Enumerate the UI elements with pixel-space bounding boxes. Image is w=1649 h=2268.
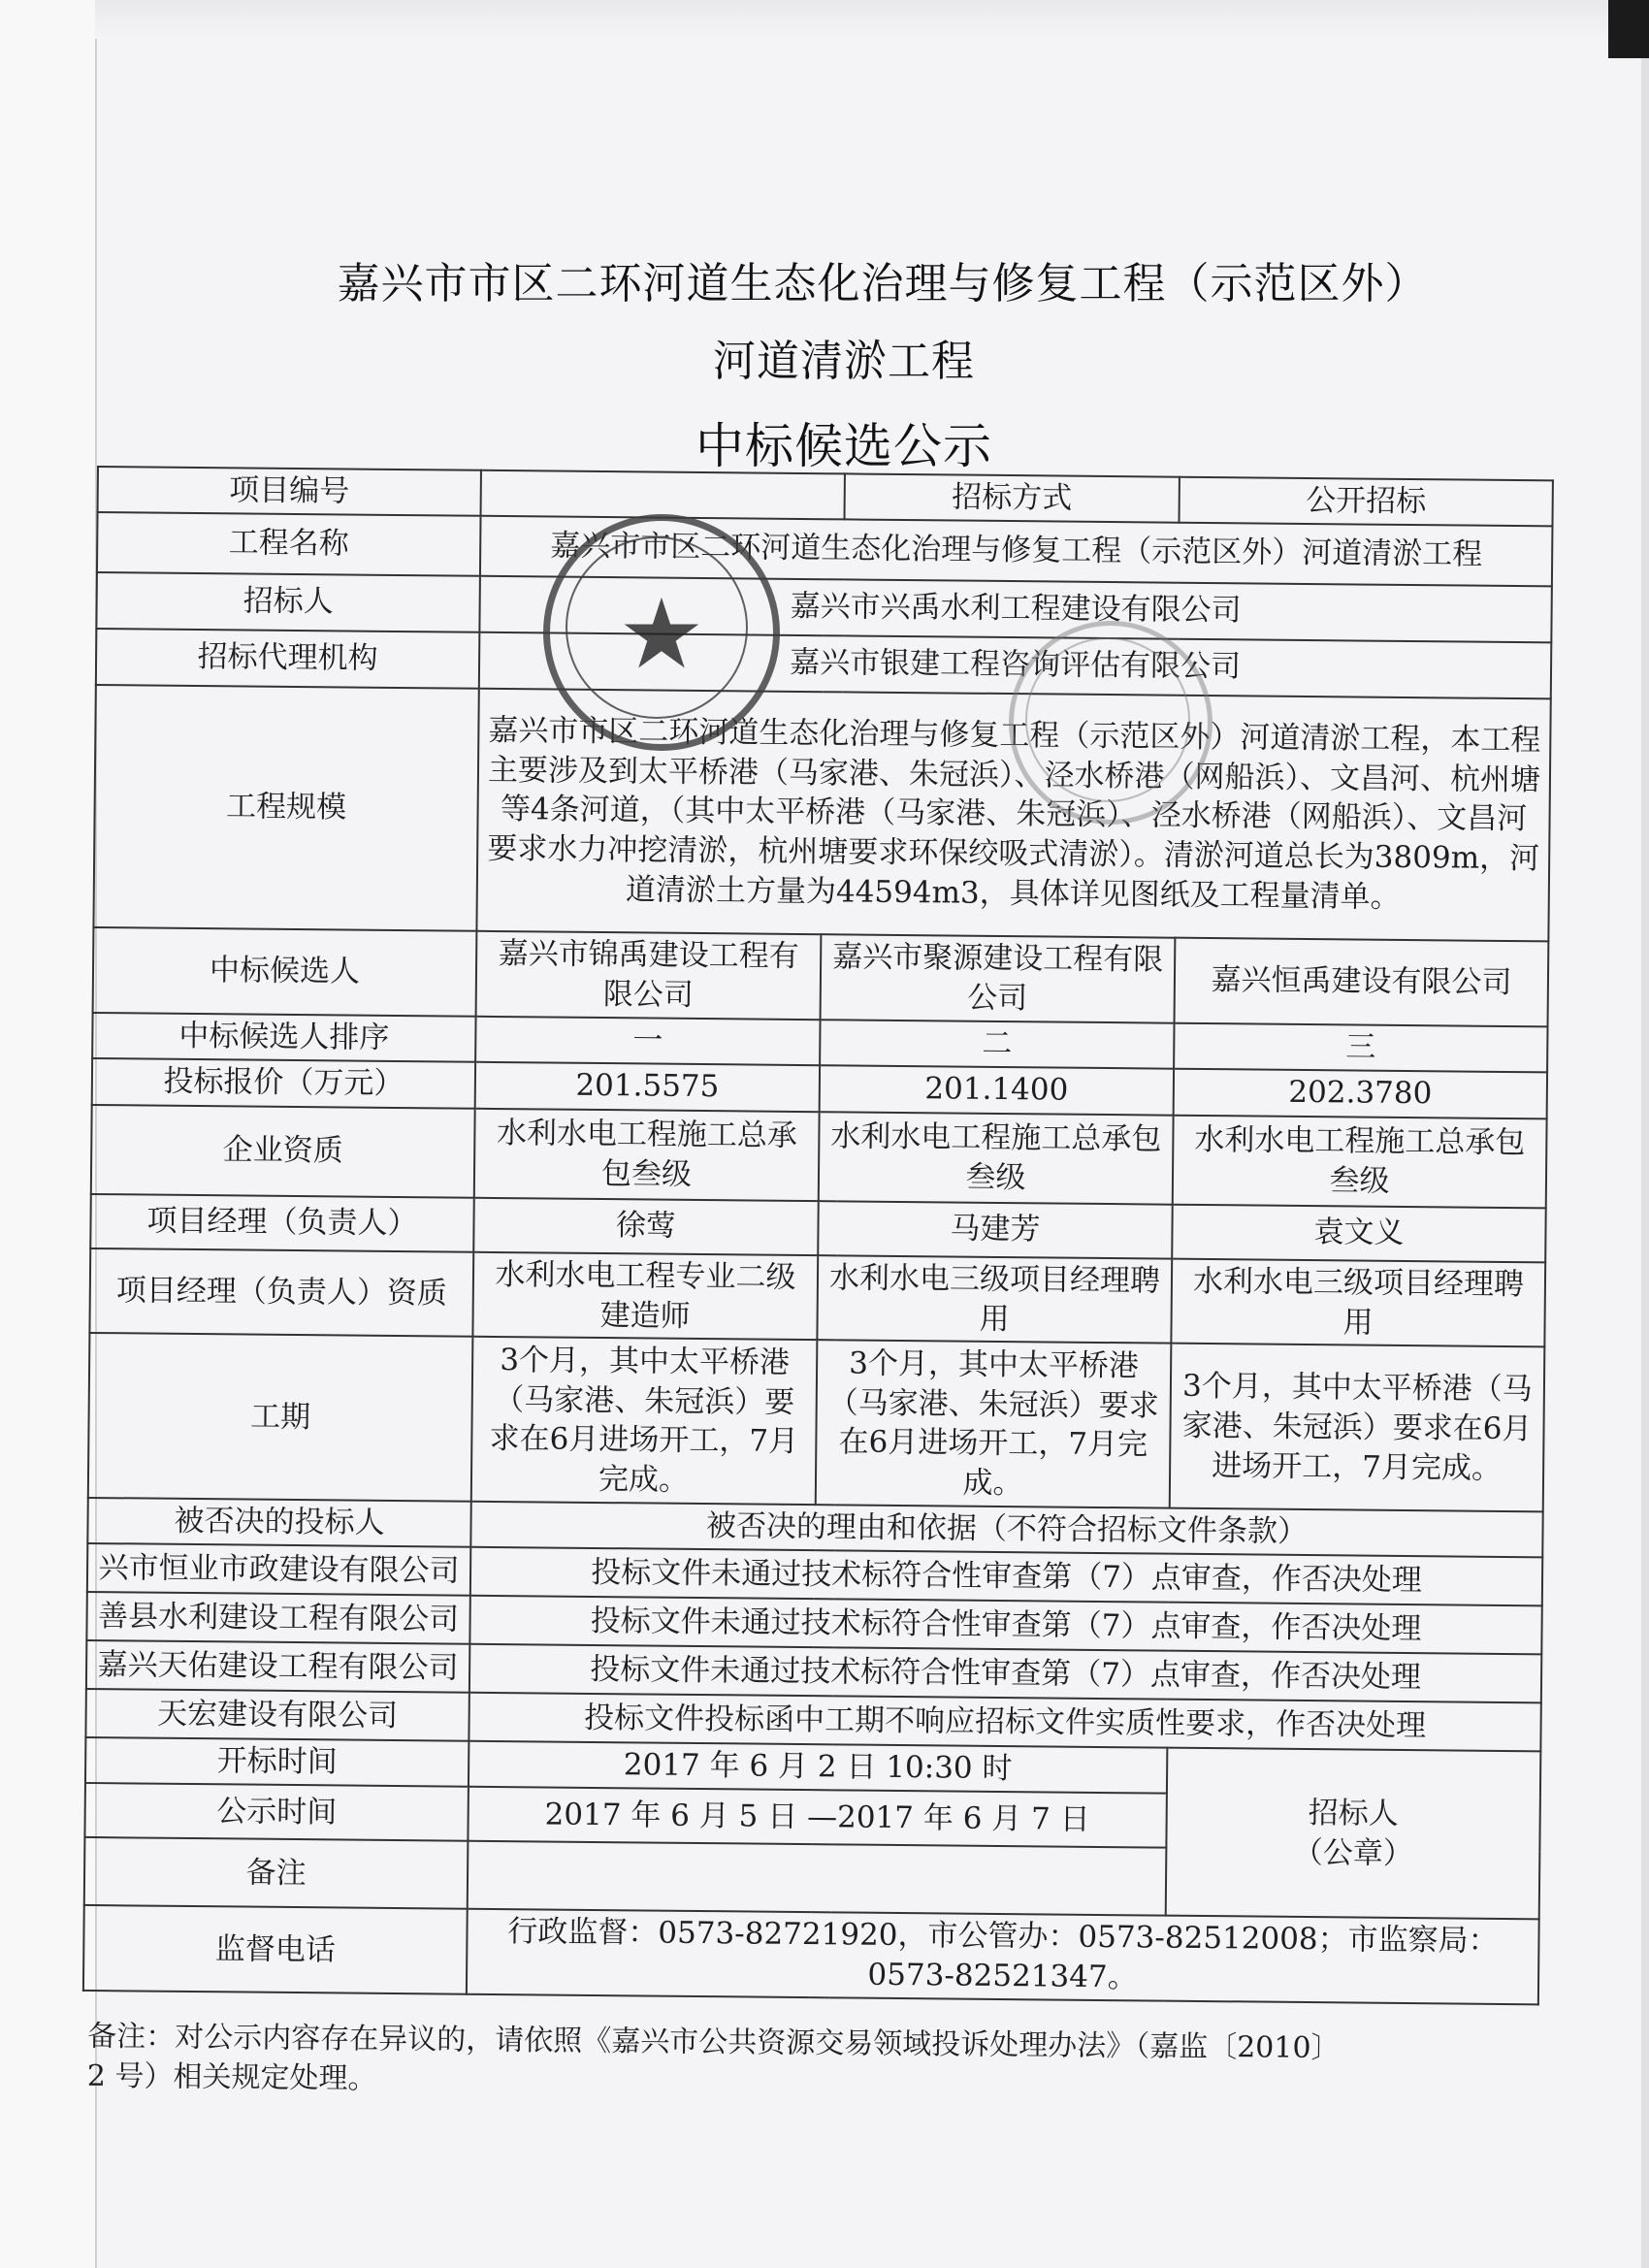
agent-value: 嘉兴市银建工程咨询评估有限公司 [479,632,1552,699]
manager-label: 项目经理（负责人） [90,1194,474,1252]
candidate-3-rank: 三 [1174,1022,1547,1072]
candidate-2-name: 嘉兴市聚源建设工程有限公司 [821,934,1176,1022]
row-manager-qualification [89,1248,1545,1347]
project-number-label: 项目编号 [98,467,481,516]
footer-note: 备注：对公示内容存在异议的，请依照《嘉兴市公共资源交易领域投诉处理办法》（嘉监〔2010〕2 号）相关规定处理。 [86,2019,1341,2097]
project-number-value [481,470,845,520]
candidate-2-qualification: 水利水电工程施工总承包叁级 [819,1112,1174,1204]
title-line-1: 嘉兴市市区二环河道生态化治理与修复工程（示范区外） [337,259,1429,308]
row-candidate-qualification [91,1105,1547,1208]
candidate-3-manager: 袁文义 [1172,1204,1546,1262]
scan-dark-corner [1608,0,1649,58]
row-candidate-names [93,927,1549,1026]
title-line-2: 河道清淤工程 [713,337,975,386]
title-line-3: 中标候选公示 [695,418,992,474]
project-name-label: 工程名称 [97,512,481,576]
scan-right-edge [1641,58,1649,2268]
candidate-1-rank: 一 [475,1016,820,1064]
price-label: 投标报价（万元） [92,1058,475,1109]
bid-method-value: 公开招标 [1179,477,1552,527]
rejected-reason-3: 投标文件未通过技术标符合性审查第（7）点审查，作否决处理 [469,1644,1541,1703]
bid-method-label: 招标方式 [845,473,1180,522]
candidate-2-manager: 马建芳 [818,1201,1173,1259]
candidate-2-rank: 二 [820,1020,1174,1068]
candidate-1-manager-qualification: 水利水电工程专业二级建造师 [472,1251,818,1340]
rank-label: 中标候选人排序 [92,1013,475,1062]
notice-time-value: 2017 年 6 月 5 日 —2017 年 6 月 7 日 [468,1787,1167,1848]
remarks-label: 备注 [84,1837,469,1909]
opening-time-label: 开标时间 [85,1737,469,1787]
row-supervision-phone [83,1905,1539,2004]
phone-value: 行政监督：0573-82721920，市公管办：0573-82512008；市监察局：0573-82521347。 [467,1909,1539,2004]
candidate-1-period: 3个月，其中太平桥港（马家港、朱冠浜）要求在6月进场开工，7月完成。 [471,1337,818,1505]
rejected-reason-2: 投标文件未通过技术标符合性审查第（7）点审查，作否决处理 [469,1596,1541,1655]
candidate-2-period: 3个月，其中太平桥港（马家港、朱冠浜）要求在6月进场开工，7月完成。 [816,1341,1172,1508]
candidate-2-manager-qualification: 水利水电三级项目经理聘用 [817,1255,1172,1344]
notice-table-container [82,466,1552,2036]
candidate-label: 中标候选人 [93,927,477,1017]
period-label: 工期 [88,1333,473,1502]
rejected-bidder-2: 善县水利建设工程有限公司 [86,1592,469,1644]
candidate-3-qualification: 水利水电工程施工总承包叁级 [1173,1115,1547,1208]
candidate-3-period: 3个月，其中太平桥港（马家港、朱冠浜）要求在6月进场开工，7月完成。 [1170,1344,1545,1512]
rejected-bidder-3: 嘉兴天佑建设工程有限公司 [86,1640,469,1693]
row-construction-period [88,1333,1545,1511]
tenderer-label: 招标人 [96,572,480,632]
manager-qualification-label: 项目经理（负责人）资质 [89,1248,473,1338]
scale-value: 嘉兴市市区二环河道生态化治理与修复工程（示范区外）河道清淤工程，本工程主要涉及到太平桥港（马家港、朱冠浜）、泾水桥港（网船浜）、文昌河、杭州塘等4条河道，（其中太平桥港（马家港、朱冠浜）、泾水桥港（网船浜）、文昌河要求水力冲挖清淤，杭州塘要求环保绞吸式清淤）。清淤河道总长为3809m，河道清淤土方量为44594m3，具体详见图纸及工程量清单。 [476,689,1550,942]
rejected-bidder-header: 被否决的投标人 [87,1498,470,1547]
rejected-reason-1: 投标文件未通过技术标符合性审查第（7）点审查，作否决处理 [470,1547,1542,1606]
seal-star-icon: ★ [618,577,705,691]
opening-time-value: 2017 年 6 月 2 日 10:30 时 [469,1741,1167,1794]
candidate-1-name: 嘉兴市锦禹建设工程有限公司 [476,931,822,1020]
seal-label-1: 招标人 [1308,1795,1399,1831]
tenderer-seal-cell [1166,1748,1541,1920]
phone-label: 监督电话 [83,1905,468,1994]
rejected-reason-header: 被否决的理由和依据（不符合招标文件条款） [470,1502,1542,1558]
candidate-1-manager: 徐莺 [473,1197,819,1254]
rejected-bidder-4: 天宏建设有限公司 [85,1689,469,1741]
candidate-2-price: 201.1400 [820,1065,1174,1116]
candidate-1-qualification: 水利水电工程施工总承包叁级 [474,1108,820,1200]
seal-label-2: （公章） [1292,1834,1413,1871]
row-project-scale [93,685,1550,941]
notice-time-label: 公示时间 [84,1783,469,1841]
scan-top-shadow [95,0,1649,39]
tenderer-value: 嘉兴市兴禹水利工程建设有限公司 [479,576,1552,643]
project-name-value: 嘉兴市市区二环河道生态化治理与修复工程（示范区外）河道清淤工程 [480,516,1553,587]
candidate-3-name: 嘉兴恒禹建设有限公司 [1175,938,1549,1027]
remarks-value [468,1841,1167,1916]
qualification-label: 企业资质 [91,1105,475,1198]
rejected-bidder-1: 兴市恒业市政建设有限公司 [87,1543,470,1596]
candidate-1-price: 201.5575 [475,1061,820,1111]
candidate-3-price: 202.3780 [1174,1068,1547,1118]
agent-label: 招标代理机构 [96,629,480,689]
notice-table [82,466,1554,2005]
candidate-3-manager-qualification: 水利水电三级项目经理聘用 [1171,1258,1545,1347]
rejected-reason-4: 投标文件投标函中工期不响应招标文件实质性要求，作否决处理 [469,1693,1540,1752]
scale-label: 工程规模 [93,685,478,931]
